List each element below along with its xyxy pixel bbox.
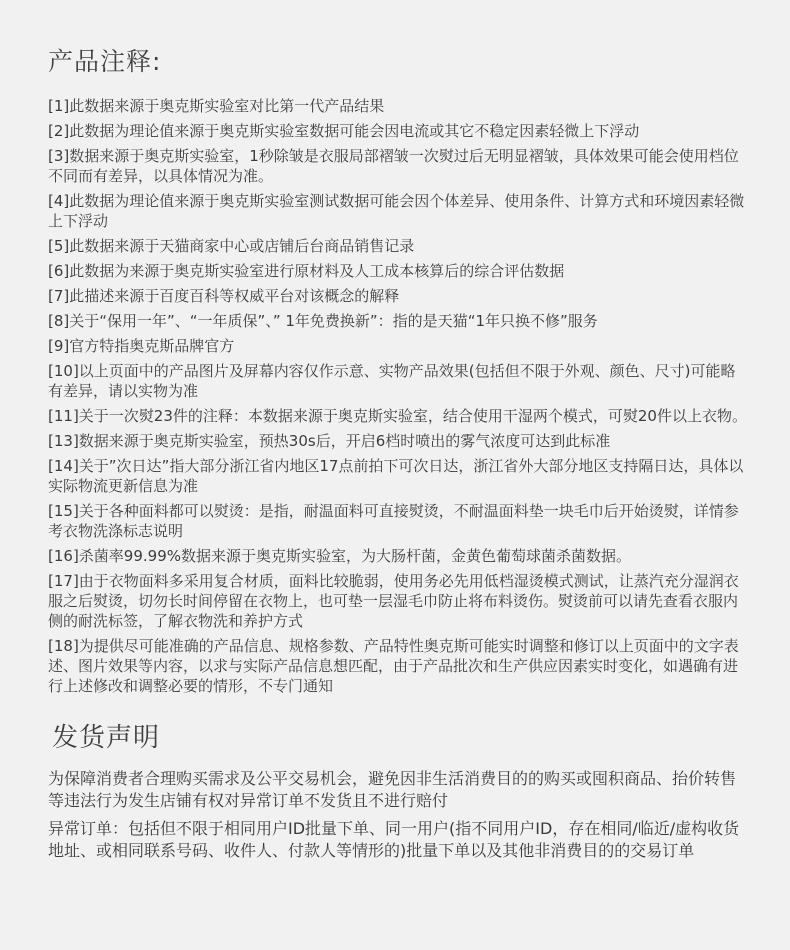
shipping-paragraph-2: 异常订单：包括但不限于相同用户ID批量下单、同一用户(指不同用户ID，存在相同/临近/虚构收货地址、或相同联系号码、收件人、付款人等情形的)批量下单以及其他非消费目的的交易订单 [48, 819, 740, 860]
note-item-2: [2]此数据为理论值来源于奥克斯实验室数据可能会因电流或其它不稳定因素轻微上下浮动 [48, 122, 640, 140]
note-item-14: [14]关于”次日达”指大部分浙江省内地区17点前拍下可次日达，浙江省外大部分地区支持隔日达，具体以实际物流更新信息为准 [48, 457, 744, 495]
note-item-13: [13]数据来源于奥克斯实验室，预热30s后，开启6档时喷出的雾气浓度可达到此标准 [48, 432, 611, 450]
note-item-11: [11]关于一次熨23件的注释：本数据来源于奥克斯实验室，结合使用干湿两个模式，可熨20件以上衣物。 [48, 407, 747, 425]
note-item-16: [16]杀菌率99.99%数据来源于奥克斯实验室，为大肠杆菌，金黄色葡萄球菌杀菌数据。 [48, 547, 631, 565]
product-notes-title: 产品注释: [48, 47, 162, 76]
shipping-statement-body [48, 768, 750, 862]
shipping-paragraph-1: 为保障消费者合理购买需求及公平交易机会，避免因非生活消费目的的购买或囤积商品、抬价转售等违法行为发生店铺有权对异常订单不发货且不进行赔付 [48, 769, 737, 810]
note-item-18: [18]为提供尽可能准确的产品信息、规格参数、产品特性奥克斯可能实时调整和修订以上页面中的文字表述、图片效果等内容，以求与实际产品信息想匹配，由于产品批次和生产供应因素实时变化，如遇确有进行上述修改和调整必要的情形，不专门通知 [48, 637, 739, 695]
note-item-1: [1]此数据来源于奥克斯实验室对比第一代产品结果 [48, 97, 385, 115]
note-item-6: [6]此数据为来源于奥克斯实验室进行原材料及人工成本核算后的综合评估数据 [48, 262, 565, 280]
note-item-3: [3]数据来源于奥克斯实验室，1秒除皱是衣服局部褶皱一次熨过后无明显褶皱，具体效果可能会使用档位不同而有差异，以具体情况为准。 [48, 147, 739, 185]
note-item-8: [8]关于“保用一年”、“一年质保”、” 1年免费换新”：指的是天猫“1年只换不修”服务 [48, 312, 598, 330]
note-item-7: [7]此描述来源于百度百科等权威平台对该概念的解释 [48, 287, 400, 305]
note-item-10: [10]以上页面中的产品图片及屏幕内容仅作示意、实物产品效果(包括但不限于外观、颜色、尺寸)可能略有差异，请以实物为准 [48, 362, 736, 400]
note-item-17: [17]由于衣物面料多采用复合材质，面料比较脆弱，使用务必先用低档湿烫模式测试，让蒸汽充分湿润衣服之后熨烫，切勿长时间停留在衣物上，也可垫一层湿毛巾防止将布料烫伤。熨烫前可以请先查看衣服内侧的耐洗标签，了解衣物洗和养护方式 [48, 572, 739, 630]
note-item-5: [5]此数据来源于天猫商家中心或店铺后台商品销售记录 [48, 237, 415, 255]
note-item-15: [15]关于各种面料都可以熨烫：是指，耐温面料可直接熨烫，不耐温面料垫一块毛巾后开始烫熨，详情参考衣物洗涤标志说明 [48, 502, 739, 540]
note-item-9: [9]官方特指奥克斯品牌官方 [48, 337, 235, 355]
note-item-4: [4]此数据为理论值来源于奥克斯实验室测试数据可能会因个体差异、使用条件、计算方式和环境因素轻微上下浮动 [48, 192, 745, 230]
shipping-statement-title: 发货声明 [52, 723, 161, 753]
product-notes-list [48, 96, 750, 696]
